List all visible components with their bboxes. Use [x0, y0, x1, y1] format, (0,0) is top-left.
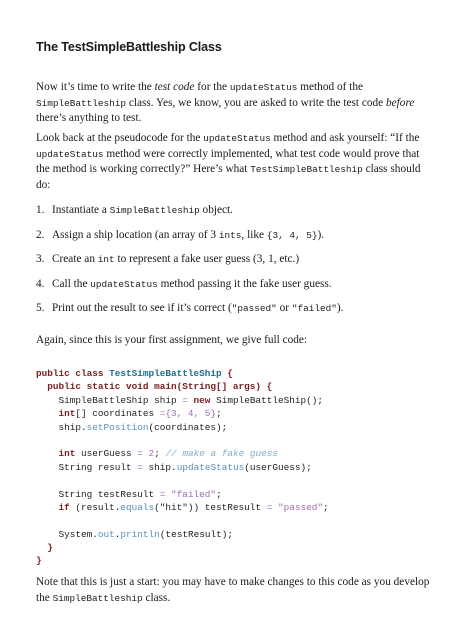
- page-title: The TestSimpleBattleship Class: [36, 40, 222, 54]
- code-line: int userGuess = 2; // make a fake guess: [36, 448, 278, 460]
- code-line: if (result.equals("hit")) testResult = "passed";: [36, 501, 329, 513]
- list-item: 2. Assign a ship location (an array of 3 ints, like {3, 4, 5}).: [36, 228, 325, 241]
- closing-paragraph: Note that this is just a start: you may have to make changes to this code as you develop the SimpleBattleship class.: [36, 576, 430, 604]
- intro-paragraph: Now it’s time to write the test code for the updateStatus method of the SimpleBattleship class. Yes, we know, you are asked to write the test code before there’s anything to test.: [36, 81, 415, 125]
- code-block: [36, 367, 329, 568]
- code-line-blank: [36, 474, 329, 487]
- code-line: String result = ship.updateStatus(userGuess);: [36, 461, 312, 473]
- code-line: public static void main(String[] args) {: [36, 381, 273, 393]
- code-line-blank: [36, 514, 329, 527]
- list-item: 3. Create an int to represent a fake user guess (3, 1, etc.): [36, 253, 300, 265]
- code-line-blank: [36, 434, 329, 447]
- code-line: }: [36, 555, 42, 567]
- code-line: int[] coordinates ={3, 4, 5};: [36, 408, 222, 420]
- full-code-intro: Again, since this is your first assignment, we give full code:: [36, 334, 308, 346]
- code-line: public class TestSimpleBattleShip {: [36, 368, 233, 379]
- list-item: 5. Print out the result to see if it’s correct ("passed" or "failed").: [36, 302, 344, 314]
- list-item: 4. Call the updateStatus method passing it the fake user guess.: [36, 277, 332, 290]
- code-line: System.out.println(testResult);: [36, 528, 233, 540]
- code-line: SimpleBattleShip ship = new SimpleBattleShip();: [36, 394, 323, 406]
- code-line: ship.setPosition(coordinates);: [36, 421, 228, 433]
- code-line: }: [36, 542, 53, 554]
- code-line: String testResult = "failed";: [36, 488, 222, 500]
- pseudocode-paragraph: Look back at the pseudocode for the updateStatus method and ask yourself: “If the updateStatus method were correctly implemented, what test code would prove that the method is working correctly?” Here’s what TestSimpleBattleship class should do:: [36, 132, 421, 191]
- list-item: 1. Instantiate a SimpleBattleship object.: [36, 204, 233, 216]
- steps-list: [36, 203, 436, 326]
